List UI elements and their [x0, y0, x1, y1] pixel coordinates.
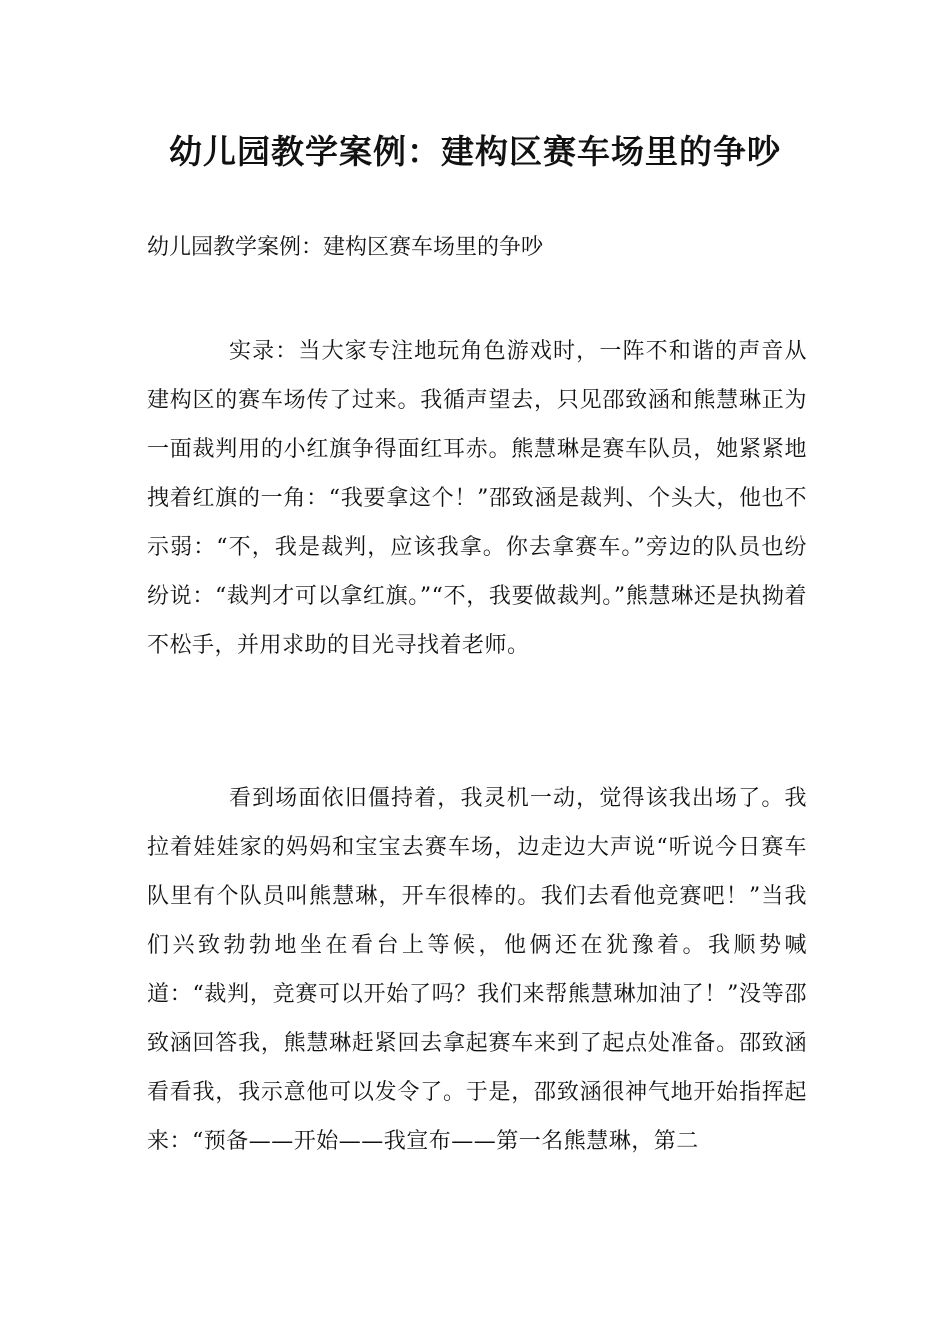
document-title: 幼儿园教学案例：建构区赛车场里的争吵 [169, 132, 781, 171]
paragraph-resolution: 看到场面依旧僵持着，我灵机一动，觉得该我出场了。我拉着娃娃家的妈妈和宝宝去赛车场，边走边大声说“听说今日赛车队里有个队员叫熊慧琳，开车很棒的。我们去看他竞赛吧！”当我们兴致勃勃地坐在看台上等候，他俩还在犹豫着。我顺势喊道：“裁判，竞赛可以开始了吗？我们来帮熊慧琳加油了！”没等邵致涵回答我，熊慧琳赶紧回去拿起赛车来到了起点处准备。邵致涵看看我，我示意他可以发令了。于是，邵致涵很神气地开始指挥起来：“预备——开始——我宣布——第一名熊慧琳，第二 [147, 786, 807, 1154]
paragraph-record: 实录：当大家专注地玩角色游戏时，一阵不和谐的声音从建构区的赛车场传了过来。我循声望去，只见邵致涵和熊慧琳正为一面裁判用的小红旗争得面红耳赤。熊慧琳是赛车队员，她紧紧地拽着红旗的一角：“我要拿这个！”邵致涵是裁判、个头大，他也不示弱：“不，我是裁判，应该我拿。你去拿赛车。”旁边的队员也纷纷说：“裁判才可以拿红旗。”“不，我要做裁判。”熊慧琳还是执拗着不松手，并用求助的目光寻找着老师。 [147, 339, 807, 658]
document-subtitle: 幼儿园教学案例：建构区赛车场里的争吵 [147, 235, 544, 260]
